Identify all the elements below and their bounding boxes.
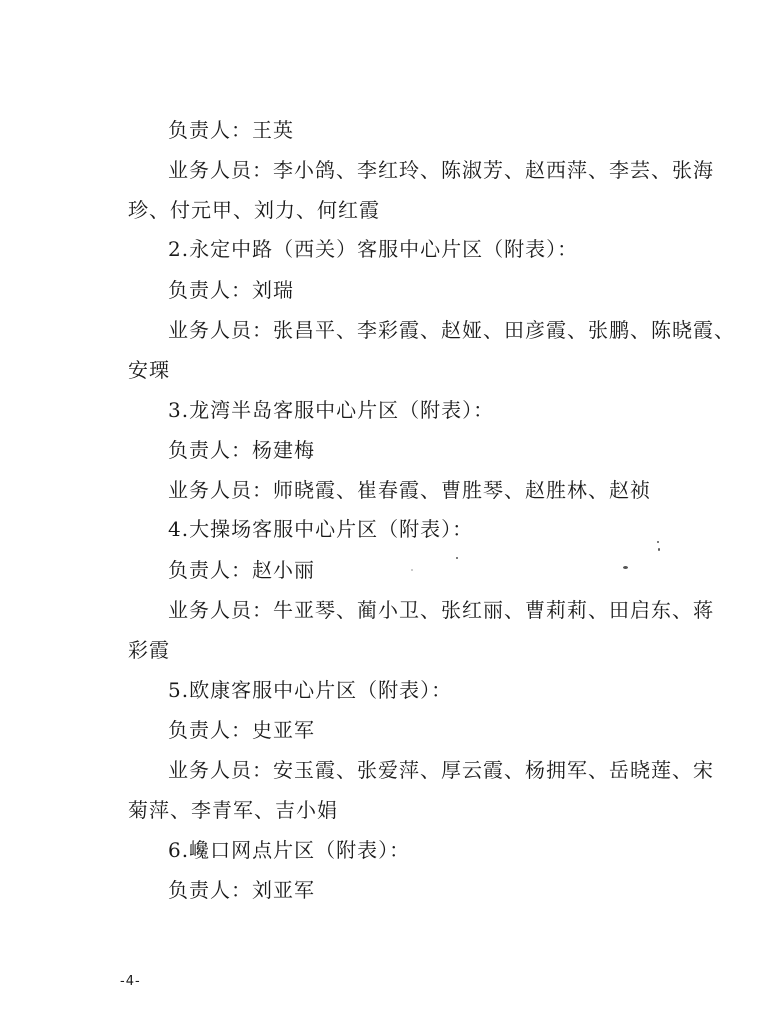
staff-line-1: 业务人员：李小鸽、李红玲、陈淑芳、赵西萍、李芸、张海 (168, 158, 714, 182)
scan-speck (623, 566, 628, 569)
section-heading-2: 2.永定中路（西关）客服中心片区（附表）： (168, 237, 579, 261)
staff-line-1-continued: 珍、付元甲、刘力、何红霞 (128, 198, 380, 222)
section-heading-6: 6.巉口网点片区（附表）： (168, 838, 411, 862)
page-number: -4- (120, 974, 141, 989)
responsible-person-line-6: 负责人：刘亚军 (168, 878, 315, 902)
responsible-person-line-4: 负责人：赵小丽 (168, 558, 315, 582)
section-heading-4: 4.大操场客服中心片区（附表）： (168, 517, 474, 541)
staff-line-5: 业务人员：安玉霞、张爱萍、厚云霞、杨拥军、岳晓莲、宋 (168, 758, 714, 782)
responsible-person-line-3: 负责人：杨建梅 (168, 438, 315, 462)
section-heading-5: 5.欧康客服中心片区（附表）： (168, 678, 453, 702)
staff-line-3: 业务人员：师晓霞、崔春霞、曹胜琴、赵胜林、赵祯 (168, 478, 651, 502)
responsible-person-line-1: 负责人：王英 (168, 118, 294, 142)
responsible-person-line-5: 负责人：史亚军 (168, 718, 315, 742)
staff-line-4: 业务人员：牛亚琴、蔺小卫、张红丽、曹莉莉、田启东、蒋 (168, 598, 714, 622)
responsible-person-line-2: 负责人：刘瑞 (168, 278, 294, 302)
section-heading-3: 3.龙湾半岛客服中心片区（附表）： (168, 398, 495, 422)
scan-speck (657, 541, 659, 543)
scan-speck (411, 569, 413, 571)
staff-line-2-continued: 安瑮 (128, 358, 170, 382)
staff-line-4-continued: 彩霞 (128, 638, 170, 662)
staff-line-5-continued: 菊萍、李青军、吉小娟 (128, 798, 338, 822)
staff-line-2: 业务人员：张昌平、李彩霞、赵娅、田彦霞、张鹏、陈晓霞、 (168, 318, 735, 342)
scan-speck (658, 548, 660, 551)
scan-speck (456, 557, 458, 559)
